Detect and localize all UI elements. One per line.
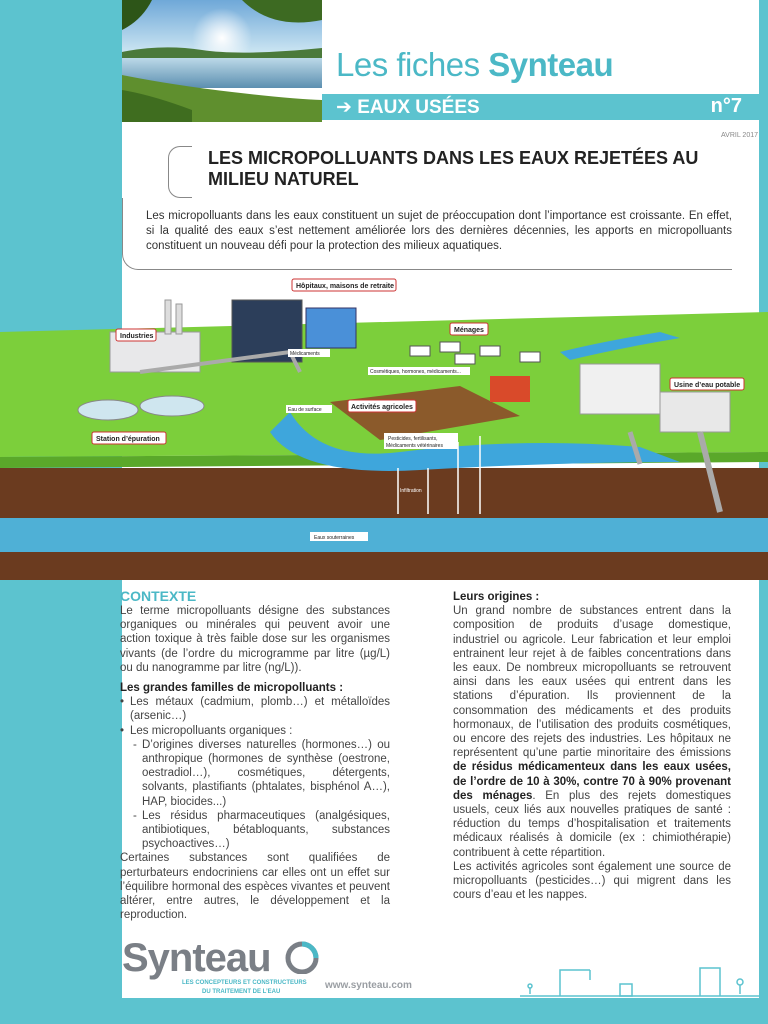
- brand-title-light: Les fiches: [336, 46, 480, 83]
- logo-swirl-icon: [284, 938, 320, 974]
- title-box: [188, 148, 708, 190]
- label-eaux-souterraines: Eaux souterraines: [314, 535, 355, 541]
- contexte-paragraph: Le terme micropolluants désigne des substances organiques ou minérales qui peuvent avoir une action toxique à très faible dose sur les organismes vivants (de l’ordre du microgramme par litre (µg/L) ou du nanogramme par litre (ng/L)).: [120, 605, 390, 674]
- endocrine-paragraph: Certaines substances sont qualifiées de perturbateurs endocriniens car elles ont un effet sur l’équilibre hormonal des espèces vivantes et peuvent altérer, entre autres, le développement et la reproduction.: [120, 852, 390, 922]
- page-title: LES MICROPOLLUANTS DANS LES EAUX REJETÉES AU MILIEU NATUREL: [208, 148, 699, 189]
- brand-title-strong: Synteau: [488, 46, 614, 83]
- origines-text: Un grand nombre de substances entrent dans la composition de produits d’usage domestique, industriel ou agricole. Leur fabrication et leur emploi entrainent leur rejet à de faibles concentrations dans les eaux. De nombreux micropolluants se retrouvent ainsi dans les eaux usées qui entrent dans les stations d’épuration. Ils proviennent de la consommation des médicaments et des produits hormonaux, de l’utilisation des produits cosmétiques, ou encore des rejets des industries. Les hôpitaux ne représentent qu’une partie minoritaire des émissions: [453, 605, 731, 760]
- micropollutant-cycle-illustration: [0, 272, 768, 580]
- families-title: Les grandes familles de micropolluants :: [120, 682, 344, 695]
- list-item: - Les résidus pharmaceutiques (analgésiques, antibiotiques, bétabloquants, substances psychoactives…): [120, 809, 390, 852]
- label-medicaments: Médicaments: [290, 351, 320, 357]
- families-list: [120, 695, 390, 851]
- series-label: ➔ EAUX USÉES: [336, 97, 480, 118]
- brand-title: [336, 46, 613, 84]
- label-pesticides-1: Pesticides, fertilisants,: [388, 436, 438, 442]
- label-activites-agricoles: Activités agricoles: [351, 404, 413, 411]
- river-landscape-photo: [122, 0, 322, 122]
- synteau-logo: [122, 938, 322, 998]
- series-bar: [322, 94, 768, 120]
- right-column: [453, 588, 731, 902]
- label-eau-surface: Eau de surface: [288, 407, 322, 413]
- agricole-paragraph: Les activités agricoles sont également une source de micropolluants (pesticides…) qui migrent dans les cours d’eau et les nappes.: [453, 860, 731, 902]
- barn: [490, 376, 530, 402]
- footer-illustration: [520, 960, 768, 1000]
- origines-heading: Leurs origines :: [453, 591, 540, 603]
- soil-layer: [0, 468, 768, 518]
- intro-paragraph: Les micropolluants dans les eaux constituent un sujet de préoccupation dont l’importance est croissante. En effet, si la qualité des eaux s’est nettement améliorée lors des dernières décennies, les apports en micropolluants constituent un nouveau défi pour la protection des milieux aquatiques.: [146, 210, 732, 252]
- footer-accent-bar: [122, 998, 768, 1024]
- publication-date: AVRIL 2017: [721, 132, 758, 139]
- series-number: n°7: [710, 95, 742, 117]
- groundwater-layer: [0, 518, 768, 552]
- origines-paragraph: [453, 604, 731, 860]
- label-station: Station d’épuration: [96, 436, 160, 443]
- logo-subtitle-1: LES CONCEPTEURS ET CONSTRUCTEURS: [182, 980, 307, 986]
- origines-bold-text: de résidus médicamenteux dans les eaux usées, de l’ordre de 10 à 30%, contre 70 à 90% provenant des ménages: [453, 761, 731, 802]
- label-infiltration: Infiltration: [400, 488, 422, 494]
- label-industries: Industries: [120, 333, 154, 340]
- website-link[interactable]: www.synteau.com: [325, 980, 412, 991]
- origines-text-end: . En plus des rejets domestiques usuels, ceux liés aux nouvelles pratiques de santé : réduction du temps d’hospitalisation et traitements médicaux réalisés à domicile (ex : chimiothérapie) contribuent à cette répartition.: [453, 789, 731, 859]
- list-item: • Les micropolluants organiques :: [120, 724, 390, 738]
- label-hopitaux: Hôpitaux, maisons de retraite: [296, 283, 395, 290]
- list-item: • Les métaux (cadmium, plomb…) et métalloïdes (arsenic…): [120, 695, 390, 723]
- list-item: - D’origines diverses naturelles (hormones…) ou anthropique (hormones de synthèse (oestrone, oestradiol…), cosmétiques, détergents, solvants, plastifiants (phtalates, bisphénol A…), HAP, biocides...): [120, 738, 390, 809]
- label-cosmetiques: Cosmétiques, hormones, médicaments...: [370, 369, 461, 375]
- label-usine: Usine d’eau potable: [674, 382, 741, 389]
- label-menages: Ménages: [454, 327, 484, 334]
- bedrock-layer: [0, 552, 768, 580]
- logo-wordmark: Synteau: [122, 936, 271, 980]
- label-pesticides-2: Médicaments vétérinaires: [386, 443, 443, 449]
- left-column: [120, 588, 390, 922]
- logo-subtitle-2: DU TRAITEMENT DE L’EAU: [202, 989, 281, 995]
- contexte-heading: CONTEXTE: [120, 588, 197, 604]
